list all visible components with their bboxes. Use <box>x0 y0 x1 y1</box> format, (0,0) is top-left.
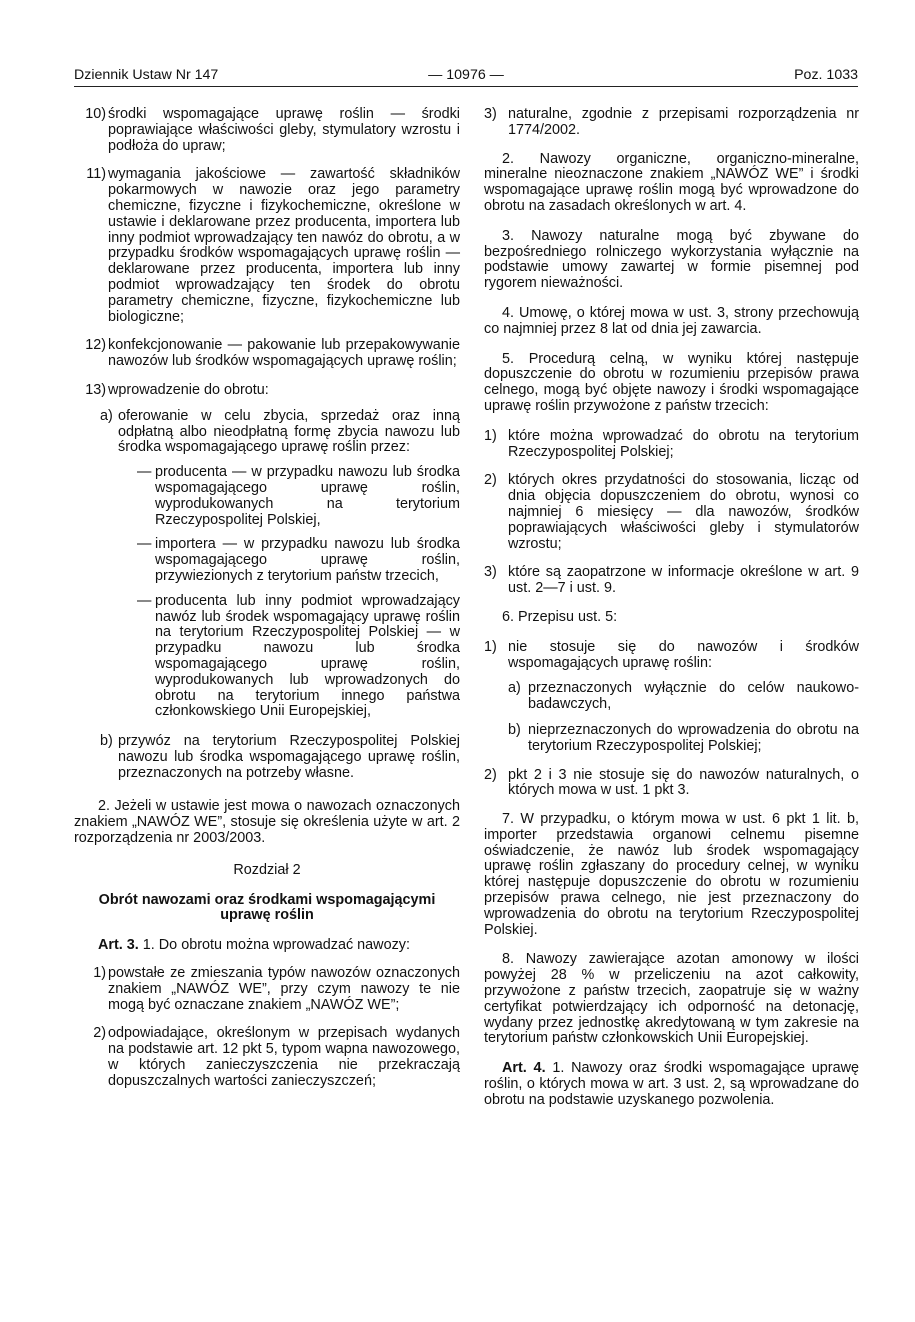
paragraph-7: 7. W przypadku, o którym mowa w ust. 6 pkt 1 lit. b, importer przedstawia organowi celnemu pisemne oświadczenie, że nawóz lub środek wspomagający uprawę roślin zgłaszany do procedury celnej, w wyniku której następuje dopuszczenie do obrotu w rozumieniu przepisów prawa celnego, nie jest przeznaczony do wprowadzenia do obrotu na terytorium Rzeczypospolitej Polskiej. <box>484 811 859 938</box>
paragraph-6: 6. Przepisu ust. 5: <box>502 608 618 625</box>
list-item <box>74 966 460 1013</box>
sub-item-b <box>508 723 859 755</box>
sub-text: oferowanie w celu zbycia, sprzedaż oraz inną odpłatną albo nieodpłatną formę zbycia nawozu lub środka wspomagającego uprawę roślin przez: <box>118 407 460 456</box>
item-text: które można wprowadzać do obrotu na terytorium Rzeczypospolitej Polskiej; <box>508 427 859 460</box>
item-text: wymagania jakościowe — zawartość składników pokarmowych w nawozie oraz jego parametry chemiczne, fizyczne i fizykochemiczne, określone w ustawie i deklarowane przez producenta, importera lub inny podmiot wprowadzający ten nawóz do obrotu, a w przypadku środków wspomagających uprawę roślin — deklarowane przez producenta, importera lub inny podmiot wprowadzający ten środek do obrotu parametry chemiczne, fizyczne, fizykochemiczne lub biologiczne; <box>108 166 460 325</box>
dash-text: producenta — w przypadku nawozu lub środka wspomagającego uprawę roślin, wyprodukowanych na terytorium Rzeczypospolitej Polskiej, <box>155 464 460 528</box>
dash-text: importera — w przypadku nawozu lub środka wspomagającego uprawę roślin, przywiezionych z terytorium państw trzecich, <box>155 536 460 584</box>
item-text: które są zaopatrzone w informacje określone w art. 9 ust. 2—7 i ust. 9. <box>508 564 859 597</box>
dash-item <box>137 594 460 720</box>
paragraph-5: 5. Procedurą celną, w wyniku której następuje dopuszczenie do obrotu w rozumieniu przepisów prawa celnego, mogą być objęte nawozy i środki wspomagające uprawę roślin przywożone z państw trzecich: <box>484 350 859 414</box>
sub-text: nieprzeznaczonych do wprowadzenia do obrotu na terytorium Rzeczypospolitej Polskiej; <box>528 721 859 754</box>
dash-text: producenta lub inny podmiot wprowadzający nawóz lub środek wspomagający uprawę roślin na terytorium Rzeczypospolitej Polskiej — w przypadku nawozu lub środka wspomagającego uprawę roślin, wyprodukowanych lub wprowadzonych do obrotu na terytorium innego państwa członkowskiego Unii Europejskiej, <box>155 592 460 720</box>
dash-item <box>137 537 460 584</box>
item-text: naturalne, zgodnie z przepisami rozporządzenia nr 1774/2002. <box>508 106 859 138</box>
sub-item-a <box>74 409 460 720</box>
list-item <box>484 768 859 800</box>
sub-letter: a) <box>100 407 113 424</box>
paragraph-4: 4. Umowę, o której mowa w ust. 3, strony przechowują co najmniej przez 8 lat od dnia jej zawarcia. <box>484 304 859 337</box>
list-item <box>74 107 460 154</box>
dash-mark: — <box>137 464 152 481</box>
item-number: 13) <box>85 381 106 398</box>
list-item <box>484 565 859 597</box>
article-text: 1. Nawozy oraz środki wspomagające uprawę roślin, o których mowa w art. 3 ust. 2, są wprowadzane do obrotu na podstawie uzyskanego pozwolenia. <box>484 1060 859 1108</box>
item-number: 3) <box>484 564 497 581</box>
item-text: wprowadzenie do obrotu: <box>108 381 269 398</box>
item-text: powstałe ze zmieszania typów nawozów oznaczonych znakiem „NAWÓZ WE”, przy czym nawozy te nie mogą być oznaczane znakiem „NAWÓZ WE”; <box>108 965 460 1013</box>
list-item <box>74 1026 460 1089</box>
item-number: 10) <box>85 106 106 122</box>
list-item <box>74 167 460 325</box>
dash-mark: — <box>137 536 152 553</box>
page-header <box>74 66 858 87</box>
page-number: — 10976 — <box>428 67 504 83</box>
list-item <box>484 473 859 552</box>
left-column <box>74 107 460 1103</box>
position-number: Poz. 1033 <box>794 67 858 83</box>
article-text: 1. Do obrotu można wprowadzać nawozy: <box>138 937 410 954</box>
chapter-heading: Rozdział 2 <box>233 861 301 878</box>
paragraph-2: 2. Nawozy organiczne, organiczno-mineralne, mineralne nieoznaczone znakiem „NAWÓZ WE” i środki wspomagające uprawę roślin mogą być wprowadzone do obrotu na zasadach określonych w art. 4. <box>484 150 859 214</box>
item-number: 2) <box>484 472 497 489</box>
chapter-title: Obrót nawozami oraz środkami wspomagającymi uprawę roślin <box>98 891 436 924</box>
article-4-lead <box>484 1061 859 1108</box>
journal-title: Dziennik Ustaw Nr 147 <box>74 67 219 83</box>
item-text: środki wspomagające uprawę roślin — środki poprawiające właściwości gleby, stymulatory wzrostu i podłoża do upraw; <box>108 106 460 154</box>
article-label: Art. 4. <box>502 1060 546 1077</box>
item-number: 2) <box>93 1025 106 1042</box>
list-item <box>74 338 460 370</box>
list-item-13 <box>74 383 460 782</box>
item-text: konfekcjonowanie — pakowanie lub przepakowywanie nawozów lub środków wspomagających uprawę roślin; <box>108 337 460 370</box>
item-number: 1) <box>484 638 497 655</box>
item-number: 1) <box>93 965 106 982</box>
item-text: odpowiadające, określonym w przepisach wydanych na podstawie art. 12 pkt 5, typom wapna nawozowego, w których zanieczyszczenia nie przekraczają dopuszczalnych wartości zanieczyszczeń; <box>108 1025 460 1089</box>
item-number: 2) <box>484 766 497 783</box>
paragraph-2: 2. Jeżeli w ustawie jest mowa o nawozach oznaczonych znakiem „NAWÓZ WE”, stosuje się określenia użyte w art. 2 rozporządzenia nr 2003/2003. <box>74 798 460 847</box>
item-number: 3) <box>484 106 497 122</box>
paragraph-3: 3. Nawozy naturalne mogą być zbywane do bezpośredniego rolniczego wykorzystania wyłącznie na podstawie umowy zawartej w formie pisemnej pod rygorem nieważności. <box>484 227 859 292</box>
sub-item-b <box>74 734 460 781</box>
paragraph-8: 8. Nawozy zawierające azotan amonowy w ilości powyżej 28 % w przeliczeniu na azot całkowity, przywożone z państw trzecich, zaopatruje się w ważny certyfikat potwierdzający ich odporność na detonację, wydany przez jednostkę akredytowaną w tym zakresie na terytorium państw członkowskich Unii Europejskiej. <box>484 951 859 1047</box>
sub-letter: b) <box>508 721 521 738</box>
item-number: 1) <box>484 427 497 444</box>
item-text: nie stosuje się do nawozów i środków wspomagających uprawę roślin: <box>508 638 859 671</box>
right-column <box>484 107 859 1123</box>
item-number: 12) <box>85 337 106 354</box>
sub-letter: b) <box>100 733 113 750</box>
list-item <box>484 429 859 461</box>
sub-text: przeznaczonych wyłącznie do celów naukowo-badawczych, <box>528 680 859 713</box>
dash-item <box>137 465 460 528</box>
dash-mark: — <box>137 592 152 609</box>
sub-letter: a) <box>508 680 521 697</box>
sub-item-a <box>508 681 859 713</box>
list-item <box>484 107 859 139</box>
list-item <box>484 640 859 755</box>
article-label: Art. 3. <box>98 937 139 954</box>
article-3-lead <box>74 938 460 954</box>
item-text: pkt 2 i 3 nie stosuje się do nawozów naturalnych, o których mowa w ust. 1 pkt 3. <box>508 766 859 799</box>
sub-text: przywóz na terytorium Rzeczypospolitej Polskiej nawozu lub środka wspomagającego uprawę roślin, przeznaczonych na potrzeby własne. <box>118 733 460 781</box>
item-text: których okres przydatności do stosowania, licząc od dnia objęcia dopuszczeniem do obrotu, wynosi co najmniej 6 miesięcy — dla nawozów, środków poprawiających właściwości gleby i stymulatorów wzrostu; <box>508 472 859 552</box>
item-number: 11) <box>86 166 106 183</box>
